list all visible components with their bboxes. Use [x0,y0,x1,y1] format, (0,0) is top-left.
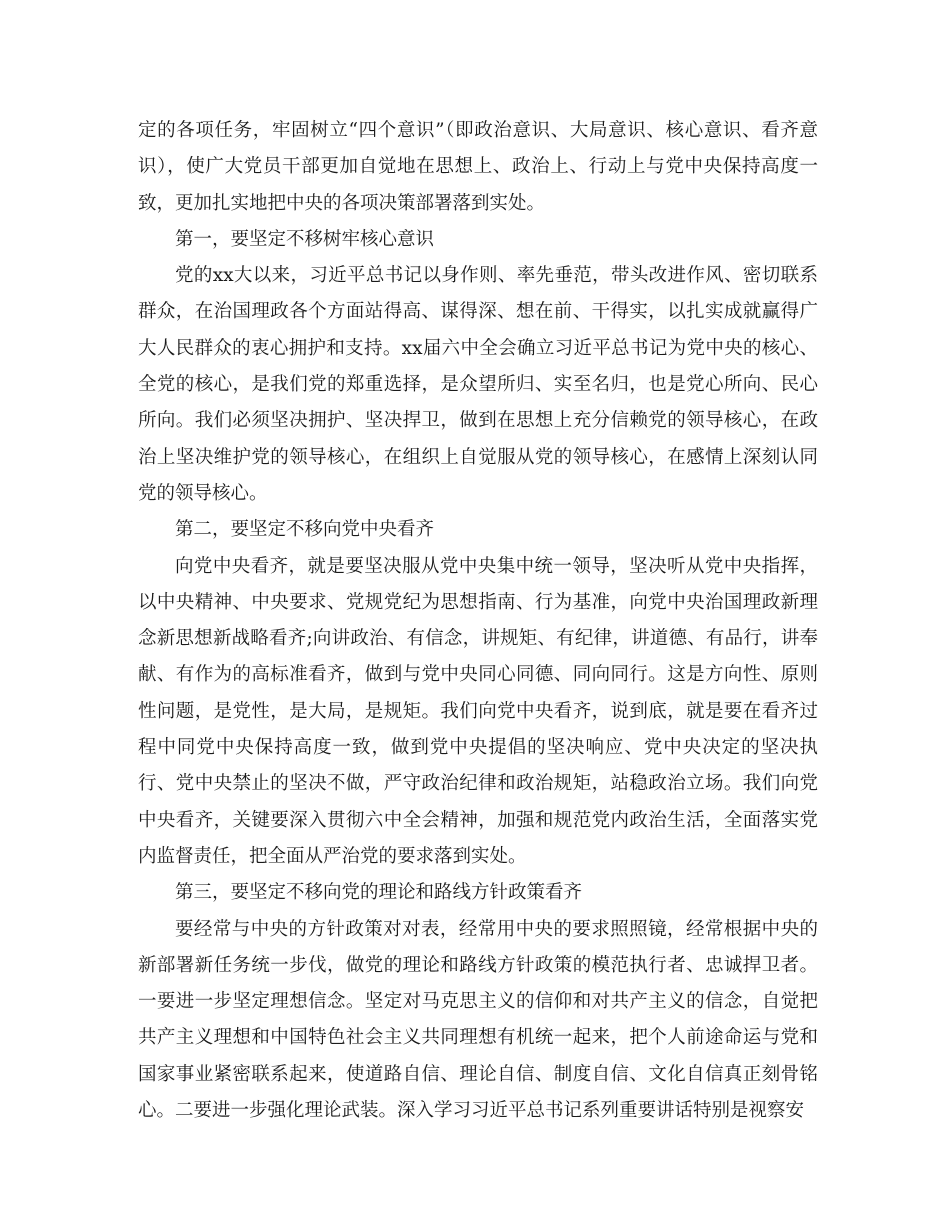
section-heading-align-theory: 第三，要坚定不移向党的理论和路线方针政策看齐 [175,882,583,904]
section-heading-core-awareness: 第一，要坚定不移树牢核心意识 [175,228,435,250]
paragraph-core-awareness: 党的xx大以来，习近平总书记以身作则、率先垂范，带头改进作风、密切联系群众，在治国理政各个方面站得高、谋得深、想在前、干得实，以扎实成就赢得广大人民群众的衷心拥护和支持。xx届六中全会确立习近平总书记为党中央的核心、全党的核心，是我们党的郑重选择，是众望所归、实至名归，也是党心所向、民心所向。我们必须坚决拥护、坚决捍卫，做到在思想上充分信赖党的领导核心，在政治上坚决维护党的领导核心，在组织上自觉服从党的领导核心，在感情上深刻认同党的领导核心。 [138,265,818,504]
paragraph-intro-continuation: 定的各项任务，牢固树立“四个意识”（即政治意识、大局意识、核心意识、看齐意识），使广大党员干部更加自觉地在思想上、政治上、行动上与党中央保持高度一致，更加扎实地把中央的各项决策部署落到实处。 [138,120,818,214]
document-body [138,113,818,1129]
paragraph-align-theory: 要经常与中央的方针政策对对表，经常用中央的要求照照镜，经常根据中央的新部署新任务统一步伐，做党的理论和路线方针政策的模范执行者、忠诚捍卫者。一要进一步坚定理想信念。坚定对马克思主义的信仰和对共产主义的信念，自觉把共产主义理想和中国特色社会主义共同理想有机统一起来，把个人前途命运与党和国家事业紧密联系起来，使道路自信、理论自信、制度自信、文化自信真正刻骨铭心。二要进一步强化理论武装。深入学习习近平总书记系列重要讲话特别是视察安 [138,918,818,1122]
section-heading-align-central: 第二，要坚定不移向党中央看齐 [175,519,435,541]
paragraph-align-central: 向党中央看齐，就是要坚决服从党中央集中统一领导，坚决听从党中央指挥，以中央精神、中央要求、党规党纪为思想指南、行为基准，向党中央治国理政新理念新思想新战略看齐;向讲政治、有信念，讲规矩、有纪律，讲道德、有品行，讲奉献、有作为的高标准看齐，做到与党中央同心同德、同向同行。这是方向性、原则性问题，是党性，是大局，是规矩。我们向党中央看齐，说到底，就是要在看齐过程中同党中央保持高度一致，做到党中央提倡的坚决响应、党中央决定的坚决执行、党中央禁止的坚决不做，严守政治纪律和政治规矩，站稳政治立场。我们向党中央看齐，关键要深入贯彻六中全会精神，加强和规范党内政治生活，全面落实党内监督责任，把全面从严治党的要求落到实处。 [138,555,818,867]
